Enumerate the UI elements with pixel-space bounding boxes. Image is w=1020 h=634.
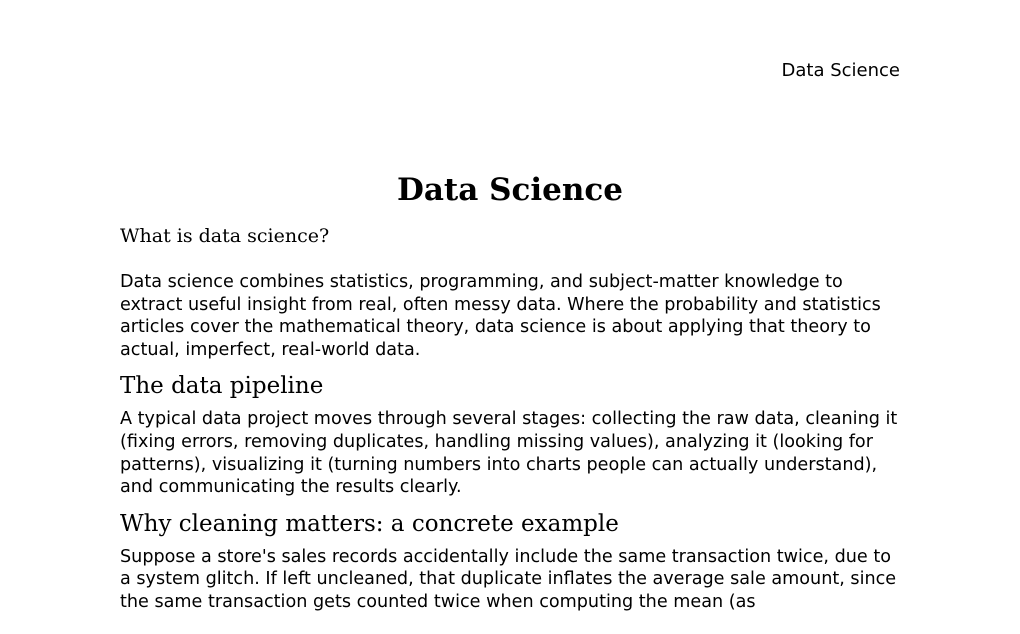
intro-paragraph: Data science combines statistics, programming, and subject-matter knowledge to extract useful insight from real, often messy data. Where the probability and statistics articles cover the mathematical theory, data science is about applying that theory to actual, imperfect, real-world data. xyxy=(120,272,881,360)
page-subtitle: What is data science? xyxy=(120,225,330,247)
section-paragraph-data-pipeline: A typical data project moves through several stages: collecting the raw data, cleaning it (fixing errors, removing duplicates, handling missing values), analyzing it (looking for patterns), visualizing it (turning numbers into charts people can actually understand), and communicating the results clearly. xyxy=(120,409,898,498)
page-title: Data Science xyxy=(396,172,624,208)
section-heading-data-pipeline: The data pipeline xyxy=(120,373,324,400)
document-body xyxy=(120,170,900,623)
running-header: Data Science xyxy=(781,60,900,81)
section-paragraph-cleaning-example: Suppose a store's sales records accidentally include the same transaction twice, due to a system glitch. If left uncleaned, that duplicate inflates the average sale amount, since the same transaction gets counted twice when computing the mean (as xyxy=(120,546,897,612)
section-heading-cleaning-example: Why cleaning matters: a concrete example xyxy=(120,510,619,537)
